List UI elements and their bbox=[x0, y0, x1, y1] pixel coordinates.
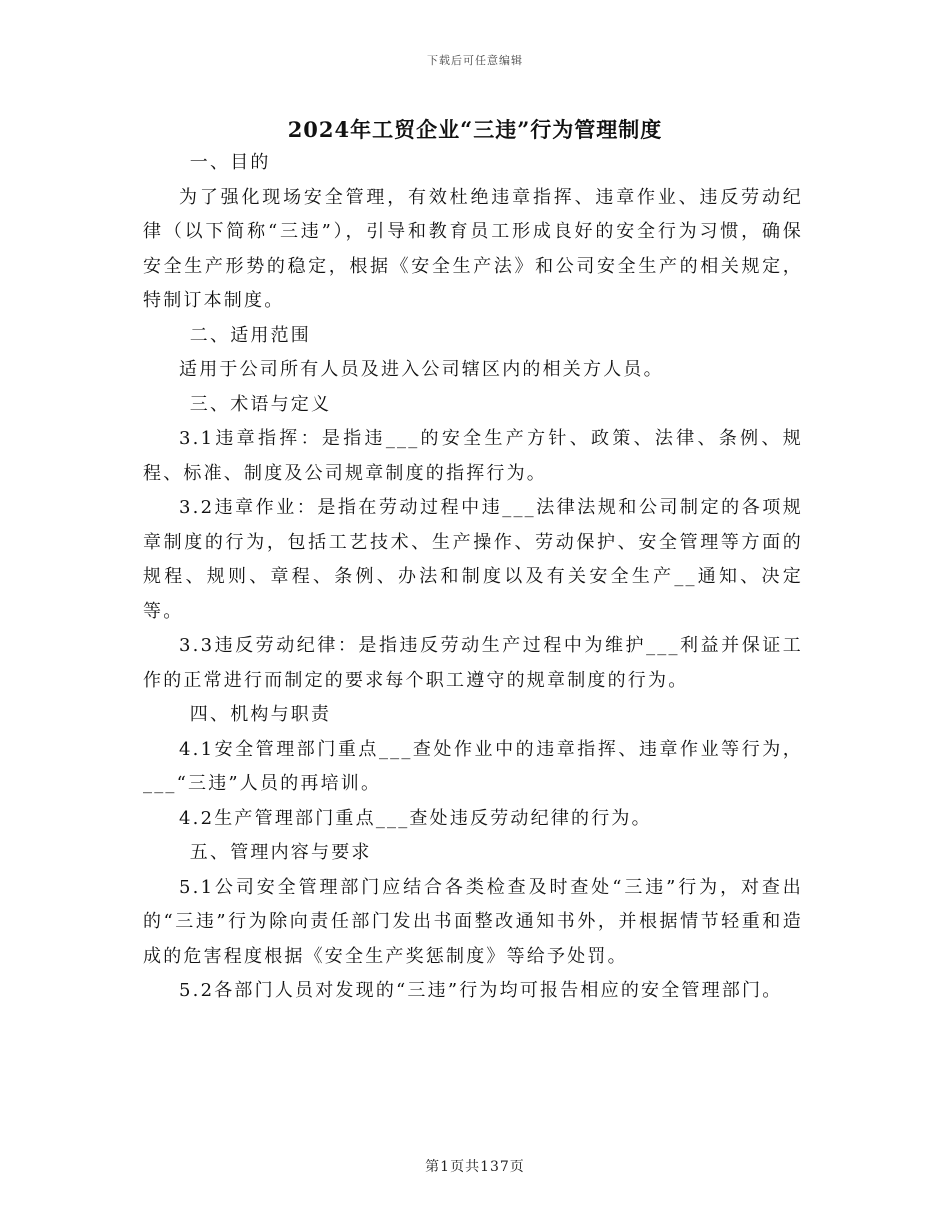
paragraph-definition-3-1: 3.1违章指挥：是指违___的安全生产方针、政策、法律、条例、规程、标准、制度及公司规章制度的指挥行为。 bbox=[143, 428, 803, 484]
section-heading-scope: 二、适用范围 bbox=[189, 324, 311, 346]
paragraph-responsibility-4-1: 4.1安全管理部门重点___查处作业中的违章指挥、违章作业等行为，___“三违”人员的再培训。 bbox=[143, 738, 803, 794]
section-heading-requirements: 五、管理内容与要求 bbox=[189, 842, 372, 863]
page-number-footer: 第1页共137页 bbox=[425, 1159, 525, 1175]
paragraph-purpose: 为了强化现场安全管理，有效杜绝违章指挥、违章作业、违反劳动纪律（以下简称“三违”），引导和教育员工形成良好的安全行为习惯，确保安全生产形势的稳定，根据《安全生产法》和公司安全生产的相关规定，特制订本制度。 bbox=[143, 186, 803, 311]
document-title: 2024年工贸企业“三违”行为管理制度 bbox=[287, 117, 663, 142]
paragraph-requirement-5-2: 5.2各部门人员对发现的“三违”行为均可报告相应的安全管理部门。 bbox=[179, 980, 783, 1001]
section-heading-responsibilities: 四、机构与职责 bbox=[189, 704, 332, 725]
paragraph-definition-3-2: 3.2违章作业：是指在劳动过程中违___法律法规和公司制定的各项规章制度的行为，包括工艺技术、生产操作、劳动保护、安全管理等方面的规程、规则、章程、条例、办法和制度以及有关安全生产__通知、决定等。 bbox=[143, 497, 803, 622]
paragraph-scope: 适用于公司所有人员及进入公司辖区内的相关方人员。 bbox=[179, 359, 664, 380]
paragraph-definition-3-3: 3.3违反劳动纪律：是指违反劳动生产过程中为维护___利益并保证工作的正常进行而制定的要求每个职工遵守的规章制度的行为。 bbox=[143, 635, 803, 691]
page-header: 下载后可任意编辑 bbox=[427, 54, 523, 67]
paragraph-responsibility-4-2: 4.2生产管理部门重点___查处违反劳动纪律的行为。 bbox=[179, 807, 652, 829]
document-body bbox=[143, 146, 803, 1009]
section-heading-definitions: 三、术语与定义 bbox=[189, 393, 332, 415]
section-heading-purpose: 一、目的 bbox=[189, 152, 271, 173]
paragraph-requirement-5-1: 5.1公司安全管理部门应结合各类检查及时查处“三违”行为，对查出的“三违”行为除向责任部门发出书面整改通知书外，并根据情节轻重和造成的危害程度根据《安全生产奖惩制度》等给予处罚。 bbox=[143, 876, 803, 967]
